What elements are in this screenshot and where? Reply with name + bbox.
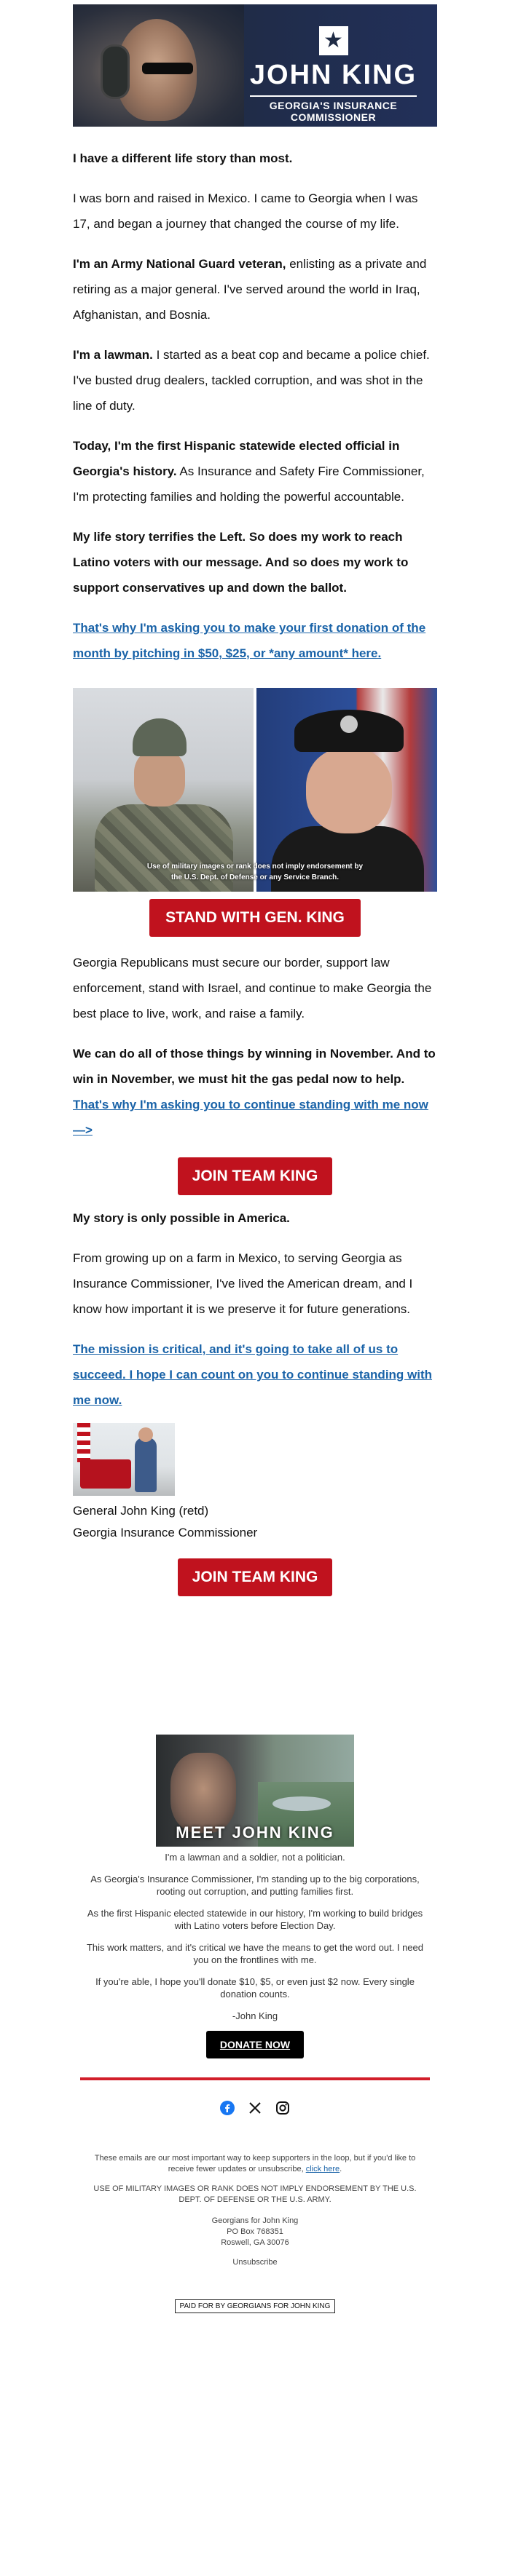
footer-divider (80, 2077, 430, 2080)
fine-print-1: These emails are our most important way to keep supporters in the loop, but if you'd like to receive fewer updates or unsubscribe, click here. (94, 2154, 416, 2173)
footer-line-1: I'm a lawman and a soldier, not a politician. (165, 1852, 345, 1863)
continue-standing-link[interactable]: That's why I'm asking you to continue standing with me now —> (73, 1098, 428, 1137)
donate-now-button[interactable]: DONATE NOW (206, 2031, 304, 2058)
signature-photo (73, 1423, 175, 1496)
image-disclaimer: Use of military images or rank does not imply endorsement by the U.S. Dept. of Defense or any Service Branch. (146, 863, 364, 881)
mission-link-paragraph (73, 1336, 437, 1413)
unsubscribe-link[interactable]: click here (305, 2165, 340, 2173)
brand-name: JOHN KING (249, 60, 417, 90)
footer-signoff: -John King (232, 2010, 278, 2021)
brand-logo (230, 26, 437, 123)
header-banner (73, 4, 437, 127)
footer-line-3: As the first Hispanic elected statewide in our history, I'm working to build bridges with Latino voters before Election Day. (87, 1908, 423, 1931)
instagram-icon[interactable] (275, 2101, 290, 2115)
address-line-1: Georgians for John King (211, 2216, 299, 2225)
facebook-icon[interactable] (220, 2101, 235, 2115)
story-paragraph-2: From growing up on a farm in Mexico, to serving Georgia as Insurance Commissioner, I've lived the American dream, and I know how important it is we preserve it for future generations. (73, 1251, 413, 1316)
intro-paragraph-6: My life story terrifies the Left. So does my work to reach Latino voters with our message. And so does my work to support conservatives up and down the ballot. (73, 530, 409, 595)
footer-line-5: If you're able, I hope you'll donate $10, $5, or even just $2 now. Every single donation counts. (95, 1976, 415, 2000)
meet-john-king-image (156, 1735, 354, 1847)
join-team-button-2[interactable]: JOIN TEAM KING (178, 1558, 332, 1596)
footer-line-2: As Georgia's Insurance Commissioner, I'm standing up to the big corporations, rooting out corruption, and putting families first. (90, 1874, 420, 1897)
email-body (0, 4, 510, 2313)
donate-link-paragraph (73, 615, 437, 666)
stand-with-button[interactable]: STAND WITH GEN. KING (149, 899, 361, 937)
social-links (0, 2101, 510, 2115)
photo-pair[interactable] (73, 688, 437, 892)
unsubscribe-text[interactable]: Unsubscribe (232, 2258, 278, 2267)
signature-title: Georgia Insurance Commissioner (73, 1526, 258, 1539)
intro-paragraph-2: I was born and raised in Mexico. I came to Georgia when I was 17, and began a journey that changed the course of my life. (73, 191, 418, 231)
signature-name: General John King (retd) (73, 1504, 209, 1518)
mid-paragraph-1: Georgia Republicans must secure our border, support law enforcement, stand with Israel, and continue to make Georgia the best place to live, work, and raise a family. (73, 956, 432, 1021)
x-icon[interactable] (248, 2101, 262, 2115)
header-photo (73, 4, 244, 127)
mid-paragraph-2: We can do all of those things by winning in November. And to win in November, we must hit the gas pedal now to help. That's why I'm asking you to continue standing with me now —> (73, 1047, 436, 1137)
intro-paragraph-1: I have a different life story than most. (73, 151, 293, 165)
star-icon: ★ (319, 26, 348, 55)
mission-link[interactable]: The mission is critical, and it's going to take all of us to succeed. I hope I can count on you to continue standing with me now. (73, 1342, 433, 1407)
brand-subtitle: GEORGIA'S INSURANCE COMMISSIONER (269, 100, 398, 123)
join-team-button[interactable]: JOIN TEAM KING (178, 1157, 332, 1195)
donate-link[interactable]: That's why I'm asking you to make your first donation of the month by pitching in $50, $25, or *any amount* here. (73, 621, 426, 660)
paid-for-box: PAID FOR BY GEORGIANS FOR JOHN KING (175, 2299, 336, 2313)
intro-paragraph-5: Today, I'm the first Hispanic statewide elected official in Georgia's history. As Insurance and Safety Fire Commissioner, I'm protecting families and holding the powerful accountable. (73, 439, 425, 504)
footer-line-4: This work matters, and it's critical we have the means to get the word out. I need you on the frontlines with me. (86, 1942, 424, 1965)
intro-paragraph-4: I'm a lawman. I started as a beat cop and became a police chief. I've busted drug dealers, tackled corruption, and was shot in the line of duty. (73, 348, 430, 413)
fine-print-2: USE OF MILITARY IMAGES OR RANK DOES NOT IMPLY ENDORSEMENT BY THE U.S. DEPT. OF DEFENSE OR THE U.S. ARMY. (93, 2184, 417, 2204)
intro-paragraph-3: I'm an Army National Guard veteran, enlisting as a private and retiring as a major general. I've served around the world in Iraq, Afghanistan, and Bosnia. (73, 257, 427, 322)
story-paragraph-1: My story is only possible in America. (73, 1211, 290, 1225)
meet-title: MEET JOHN KING (176, 1823, 334, 1842)
address-line-3: Roswell, GA 30076 (221, 2238, 289, 2247)
address-line-2: PO Box 768351 (227, 2227, 283, 2236)
